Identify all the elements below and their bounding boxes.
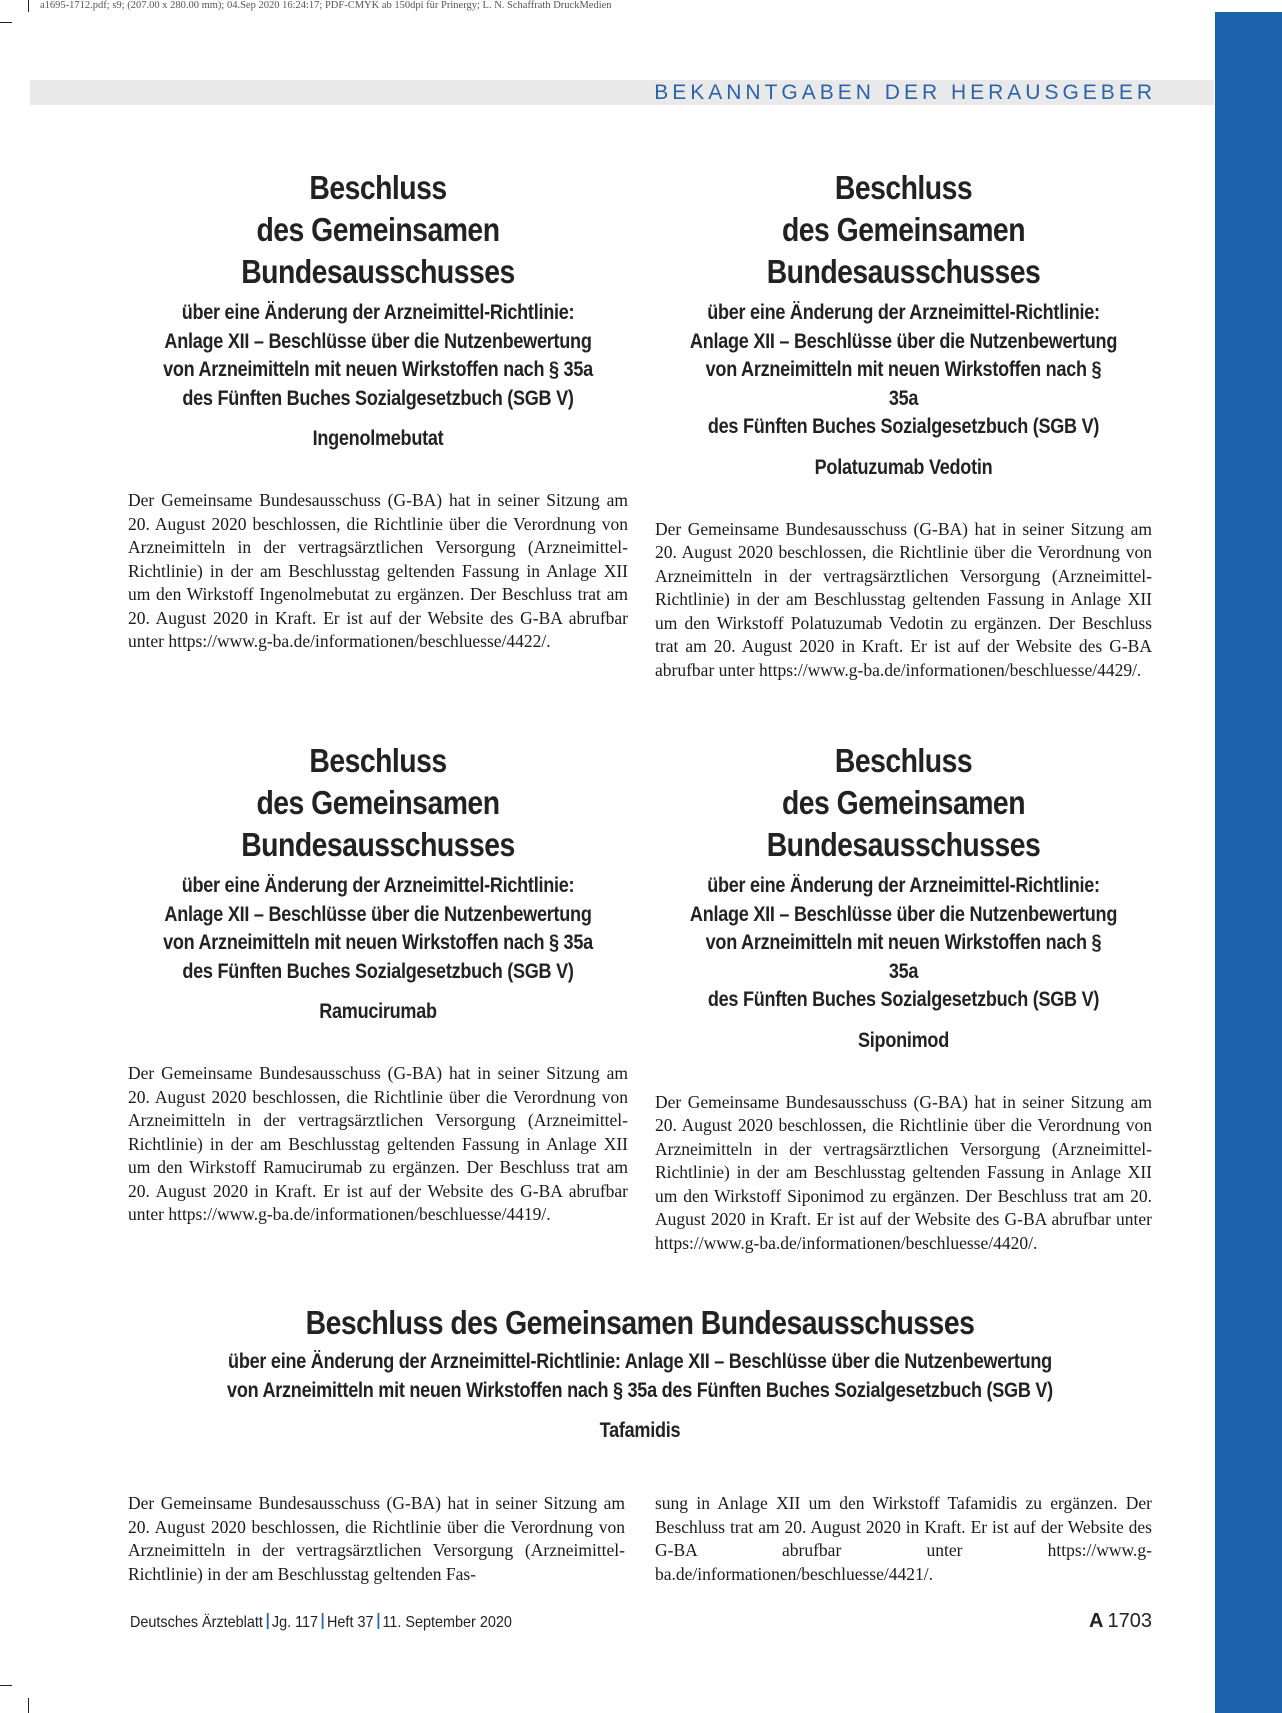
crop-mark-bottom-left: [28, 1698, 29, 1713]
article-siponimod: [655, 740, 1152, 1255]
article-drug-name: Tafamidis: [599, 1419, 681, 1442]
article-subtitle: über eine Änderung der Arzneimittel-Richtlinie: Anlage XII – Beschlüsse über die Nutzenbewertung von Arzneimitteln mit neuen Wirkstoffen nach § 35a des Fünften Buches Sozialgesetzbuch (SGB V): [227, 1350, 1053, 1402]
crop-mark-top-left-h: [0, 22, 12, 23]
article-body: Der Gemeinsame Bundesausschuss (G-BA) hat in seiner Sitzung am 20. August 2020 beschlossen, die Richtlinie über die Verordnung von Arzneimitteln in der vertragsärztlichen Versorgung (Arzneimittel-Richtlinie) in der am Beschlusstag geltenden Fassung in Anlage XII um den Wirkstoff Polatuzumab Vedotin zu ergänzen. Der Beschluss trat am 20. August 2020 in Kraft. Er ist auf der Website des G-BA abrufbar unter https://www.g-ba.de/informationen/beschluesse/4429/.: [655, 518, 1152, 680]
page-number: [1089, 1610, 1152, 1633]
footer-separator: [322, 1613, 324, 1629]
crop-mark-bottom-left-h: [0, 1685, 12, 1686]
article-body-column-1: Der Gemeinsame Bundesausschuss (G-BA) hat in seiner Sitzung am 20. August 2020 beschlossen, die Richtlinie über die Verordnung von Arzneimitteln in der vertragsärztlichen Versorgung (Arzneimittel-Richtlinie) in der am Beschlusstag geltenden Fas-: [128, 1493, 625, 1584]
article-tafamidis-body: [128, 1492, 1152, 1586]
print-slug: a1695-1712.pdf; s9; (207.00 x 280.00 mm); 04.Sep 2020 16:24:17; PDF-CMYK ab 150dpi für Prinergy; L. N. Schaffrath DruckMedien: [40, 0, 612, 11]
footer-journal: Deutsches Ärzteblatt: [130, 1614, 263, 1631]
article-title: Beschluss des Gemeinsamen Bundesausschusses: [766, 742, 1041, 863]
article-ingenolmebutat: [128, 167, 628, 654]
article-title: Beschluss des Gemeinsamen Bundesausschusses: [241, 169, 515, 290]
article-body-column-2: sung in Anlage XII um den Wirkstoff Tafamidis zu ergänzen. Der Beschluss trat am 20. August 2020 in Kraft. Er ist auf der Website des G-BA abrufbar unter https://www.g-ba.de/informationen/beschluesse/4421/.: [655, 1493, 1152, 1584]
article-title: Beschluss des Gemeinsamen Bundesausschusses: [241, 742, 515, 863]
crop-mark-top-left: [28, 0, 29, 12]
article-tafamidis: [128, 1302, 1152, 1445]
article-subtitle: über eine Änderung der Arzneimittel-Richtlinie: Anlage XII – Beschlüsse über die Nutzenbewertung von Arzneimitteln mit neuen Wirkstoffen nach § 35a des Fünften Buches Sozialgesetzbuch (SGB V): [689, 874, 1118, 1011]
footer-issue: Heft 37: [327, 1614, 374, 1631]
page-number-value: 1703: [1107, 1610, 1152, 1632]
article-heading: [655, 740, 1152, 1055]
article-drug-name: Ramucirumab: [319, 1000, 437, 1023]
section-header: BEKANNTGABEN DER HERAUSGEBER: [654, 81, 1156, 104]
article-heading: [655, 167, 1152, 482]
article-subtitle: über eine Änderung der Arzneimittel-Richtlinie: Anlage XII – Beschlüsse über die Nutzenbewertung von Arzneimitteln mit neuen Wirkstoffen nach § 35a des Fünften Buches Sozialgesetzbuch (SGB V): [689, 301, 1118, 438]
footer-separator: [266, 1613, 268, 1629]
article-body: Der Gemeinsame Bundesausschuss (G-BA) hat in seiner Sitzung am 20. August 2020 beschlossen, die Richtlinie über die Verordnung von Arzneimitteln in der vertragsärztlichen Versorgung (Arzneimittel-Richtlinie) in der am Beschlusstag geltenden Fassung in Anlage XII um den Wirkstoff Ramucirumab zu ergänzen. Der Beschluss trat am 20. August 2020 in Kraft. Er ist auf der Website des G-BA abrufbar unter https://www.g-ba.de/informationen/beschluesse/4419/.: [128, 1063, 628, 1224]
footer-date: 11. September 2020: [382, 1614, 512, 1631]
article-body: Der Gemeinsame Bundesausschuss (G-BA) hat in seiner Sitzung am 20. August 2020 beschlossen, die Richtlinie über die Verordnung von Arzneimitteln in der vertragsärztlichen Versorgung (Arzneimittel-Richtlinie) in der am Beschlusstag geltenden Fassung in Anlage XII um den Wirkstoff Ingenolmebutat zu ergänzen. Der Beschluss trat am 20. August 2020 in Kraft. Er ist auf der Website des G-BA abrufbar unter https://www.g-ba.de/informationen/beschluesse/4422/.: [128, 490, 628, 651]
article-title: Beschluss des Gemeinsamen Bundesausschusses: [305, 1304, 975, 1341]
article-subtitle: über eine Änderung der Arzneimittel-Richtlinie: Anlage XII – Beschlüsse über die Nutzenbewertung von Arzneimitteln mit neuen Wirkstoffen nach § 35a des Fünften Buches Sozialgesetzbuch (SGB V): [163, 301, 593, 410]
article-subtitle: über eine Änderung der Arzneimittel-Richtlinie: Anlage XII – Beschlüsse über die Nutzenbewertung von Arzneimitteln mit neuen Wirkstoffen nach § 35a des Fünften Buches Sozialgesetzbuch (SGB V): [163, 874, 593, 983]
footer-volume: Jg. 117: [271, 1614, 319, 1631]
article-body: Der Gemeinsame Bundesausschuss (G-BA) hat in seiner Sitzung am 20. August 2020 beschlossen, die Richtlinie über die Verordnung von Arzneimitteln in der vertragsärztlichen Versorgung (Arzneimittel-Richtlinie) in der am Beschlusstag geltenden Fassung in Anlage XII um den Wirkstoff Siponimod zu ergänzen. Der Beschluss trat am 20. August 2020 in Kraft. Er ist auf der Website des G-BA abrufbar unter https://www.g-ba.de/informationen/beschluesse/4420/.: [655, 1091, 1152, 1253]
article-ramucirumab: [128, 740, 628, 1227]
page-prefix: A: [1089, 1610, 1104, 1632]
footer-separator: [377, 1613, 379, 1629]
article-drug-name: Polatuzumab Vedotin: [814, 455, 993, 479]
article-drug-name: Ingenolmebutat: [312, 427, 444, 450]
article-heading: [128, 1302, 1152, 1445]
article-title: Beschluss des Gemeinsamen Bundesausschusses: [766, 169, 1041, 290]
footer-citation: [130, 1613, 512, 1632]
article-heading: [128, 167, 628, 453]
article-drug-name: Siponimod: [858, 1028, 949, 1052]
side-color-bar: [1215, 12, 1282, 1713]
article-polatuzumab-vedotin: [655, 167, 1152, 682]
article-heading: [128, 740, 628, 1026]
